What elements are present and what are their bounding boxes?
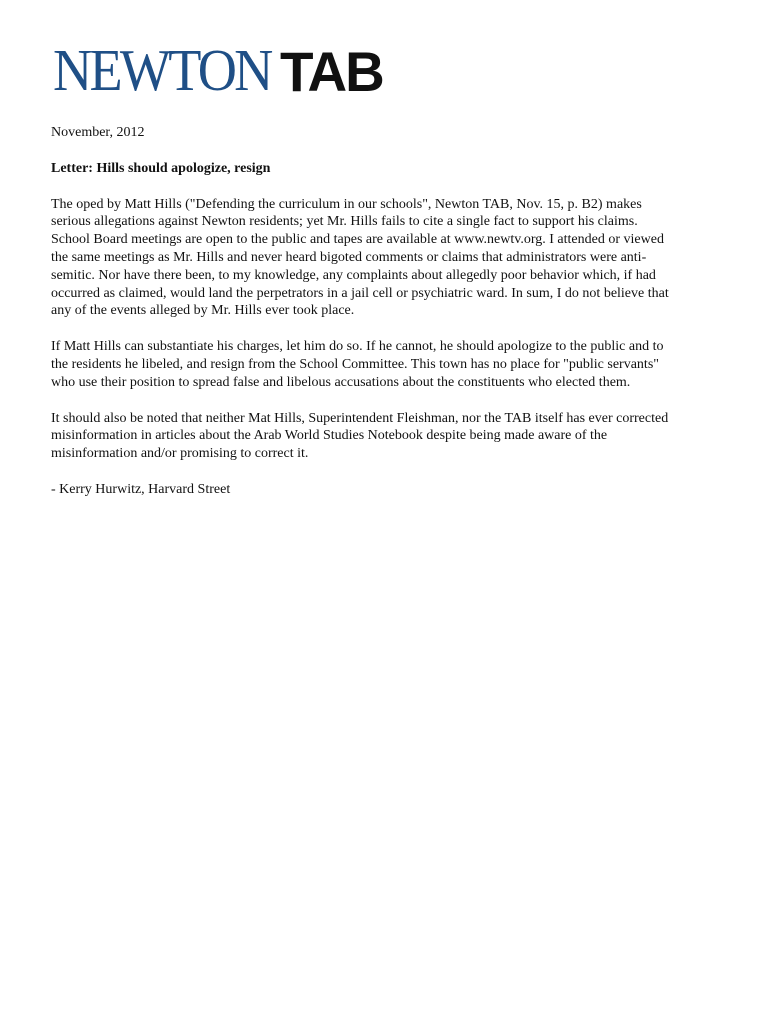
logo-newton-text: NEWTON (53, 37, 271, 103)
newspaper-logo (53, 37, 384, 107)
letter-date: November, 2012 (51, 125, 145, 140)
letter-paragraph-1: The oped by Matt Hills ("Defending the curriculum in our schools", Newton TAB, Nov. 15, p. B2) makes serious allegations against Newton residents; yet Mr. Hills fails to cite a single fact to support his claims. School Board meetings are open to the public and tapes are available at www.newtv.org. I attended or viewed the same meetings as Mr. Hills and never heard bigoted comments or claims that administrators were anti- semitic. Nor have there been, to my knowledge, any complaints about allegedly poor behavior which, if had occurred as claimed, would land the perpetrators in a jail cell or psychiatric ward. In sum, I do not believe that any of the events alleged by Mr. Hills ever took place. (51, 196, 669, 319)
logo-tab-text: TAB (279, 40, 383, 103)
letter-title: Letter: Hills should apologize, resign (51, 160, 271, 176)
letter-body (51, 124, 727, 499)
letter-signature: - Kerry Hurwitz, Harvard Street (51, 481, 231, 497)
letter-paragraph-2: If Matt Hills can substantiate his charges, let him do so. If he cannot, he should apologize to the public and to the residents he libeled, and resign from the School Committee. This town has no place for "public servants" who use their position to spread false and libelous accusations about the constituents who elected them. (51, 339, 664, 390)
letter-paragraph-3: It should also be noted that neither Mat Hills, Superintendent Fleishman, nor the TAB itself has ever corrected misinformation in articles about the Arab World Studies Notebook despite being made aware of the misinformation and/or promising to correct it. (51, 410, 669, 462)
